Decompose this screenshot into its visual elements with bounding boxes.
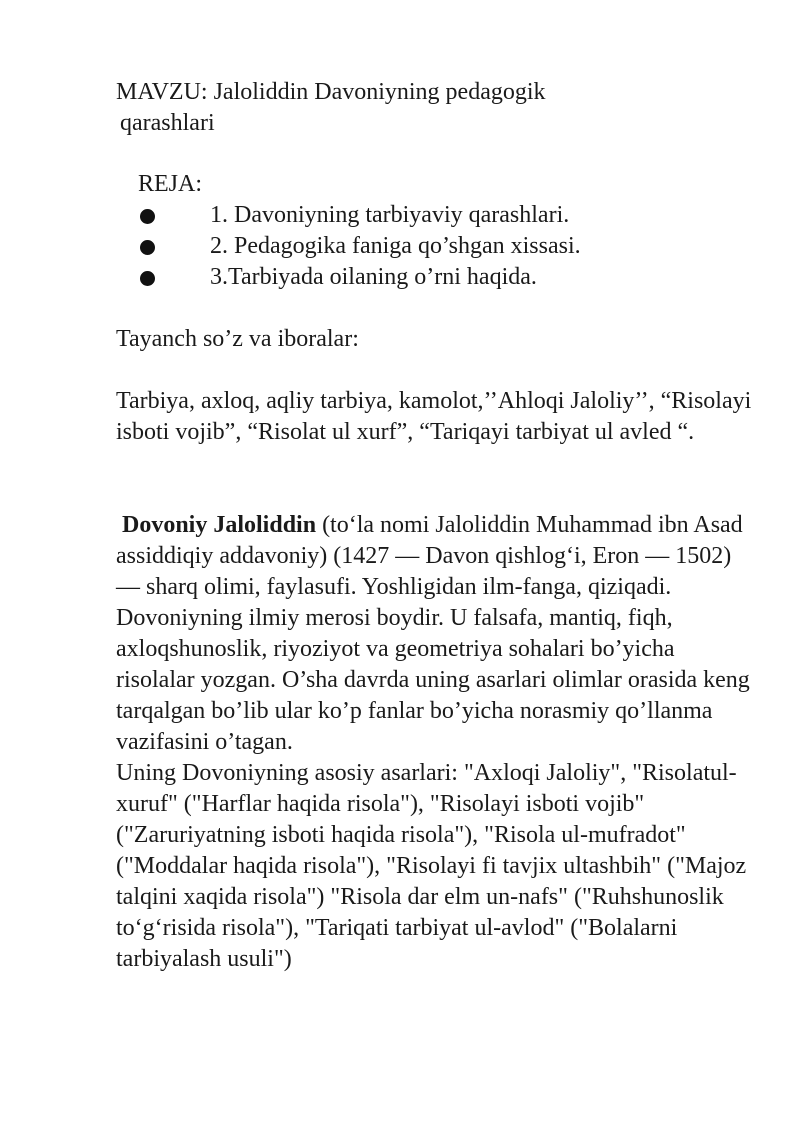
bullet-icon — [140, 240, 155, 255]
title-line-2: qarashlari — [120, 110, 215, 136]
intro-text: (to‘la nomi Jaloliddin Muhammad ibn Asad assiddiqiy addavoniy) (1427 — Davon qishlog‘i, Eron — 1502) — sharq olimi, faylasufi. Yoshligidan ilm-fanga, qiziqadi. — [116, 512, 743, 600]
body-paragraph-1 — [116, 510, 756, 603]
body-text — [116, 510, 756, 975]
bullet-icon — [140, 271, 155, 286]
plan-item-text: 2. Pedagogika faniga qo’shgan xissasi. — [210, 233, 581, 259]
title-line-1: MAVZU: Jaloliddin Davoniyning pedagogik — [116, 79, 546, 105]
body-paragraph-2: Dovoniyning ilmiy merosi boydir. U falsafa, mantiq, fiqh, axloqshunoslik, riyoziyot va geometriya sohalari bo’yicha risolalar yozgan. O’sha davrda uning asarlari olimlar orasida keng tarqalgan bo’lib ular ko’p fanlar bo’yicha norasmiy qo’llanma vazifasini o’tagan. — [116, 605, 750, 755]
body-paragraph-3: Uning Dovoniyning asosiy asarlari: "Axloqi Jaloliy", "Risolatul-xuruf" ("Harflar haqida risola"), "Risolayi isboti vojib" ("Zaruriyatning isboti haqida risola"), "Risola ul-mufradot" ("Moddalar haqida risola"), "Risolayi fi tavjix ultashbih" ("Majoz talqini xaqida risola") "Risola dar elm un-nafs" ("Ruhshunoslik to‘g‘risida risola"), "Tariqati tarbiyat ul-avlod" ("Bolalarni tarbiyalash usuli") — [116, 760, 747, 972]
plan-item-text: 1. Davoniyning tarbiyaviy qarashlari. — [210, 202, 570, 228]
document-title — [116, 77, 756, 139]
keywords-text: Tarbiya, axloq, aqliy tarbiya, kamolot,’’Ahloqi Jaloliy’’, “Risolayi isboti vojib”, “Risolat ul xurf”, “Tariqayi tarbiyat ul avled “. — [116, 388, 752, 445]
plan-item-text: 3.Tarbiyada oilaning o’rni haqida. — [210, 264, 537, 290]
author-name: Dovoniy Jaloliddin — [122, 512, 317, 538]
bullet-icon — [140, 209, 155, 224]
plan-heading: REJA: — [138, 171, 203, 197]
keywords-heading: Tayanch so’z va iboralar: — [116, 326, 359, 352]
